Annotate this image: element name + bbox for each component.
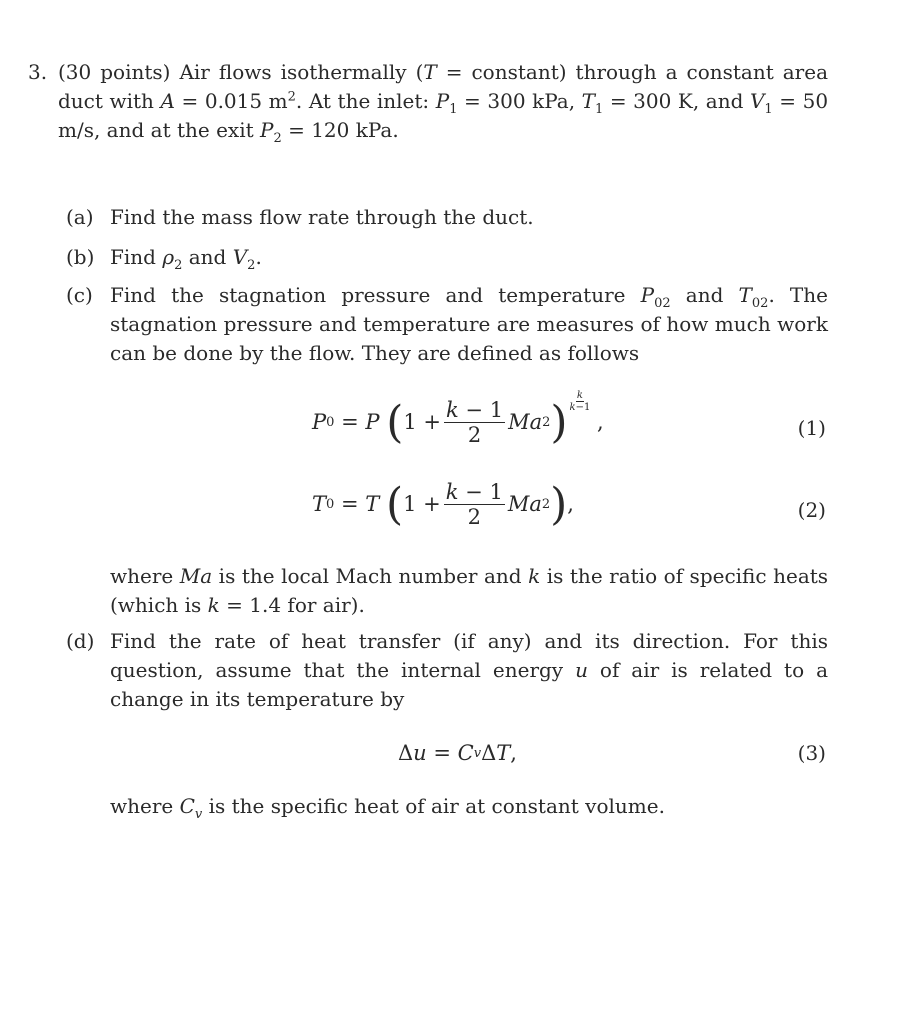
part-c [66,281,828,368]
part-a [66,203,828,232]
part-d-label: (d) [66,629,95,653]
equation-3: Δ u = C v Δ T , [398,741,517,765]
part-d [66,627,828,714]
part-b [66,243,828,272]
part-d-text: Find the rate of heat transfer (if any) and its direction. For this question, assume that the internal energy u of air is related to a change in its temperature by [110,629,829,711]
part-a-text: Find the mass flow rate through the duct. [110,205,534,229]
part-b-text: Find $\rho_2$ and $V_2$. [110,245,262,273]
equation-1: P 0 = P ( 1 + $\frac{k - 1}{2}$ Ma 2 ) k k−1 , [312,390,604,448]
equation-2-number: (2) [797,498,826,522]
part-b-label: (b) [66,245,95,269]
part-c-label: (c) [66,283,93,307]
problem-text: (30 points) Air flows isothermally (T = constant) through a constant area duct with A = 0.015 $m^2$. At the inlet: $P_1 = 300$ kPa, $T_1 = 300$ K, and $V_1 = 50$ m/s, and at the exit $P_2 = 120$ kPa. [58,60,829,146]
part-d-followup-text: where $C_v$ is the specific heat of air at constant volume. [110,794,665,822]
problem-number: 3. [28,60,48,84]
equation-3-number: (3) [797,741,826,765]
problem-statement [28,58,828,145]
part-c-followup-text: where Ma is the local Mach number and k is the ratio of specific heats (which is k = 1.4 for air). [110,564,829,617]
part-a-label: (a) [66,205,94,229]
problem-points: (30 points) [58,60,171,84]
part-c-text: Find the stagnation pressure and temperature $P_{02}$ and $T_{02}$. The stagnation pressure and temperature are measures of how much work can be done by the flow. They are defined as follows [110,283,828,365]
equation-2: T 0 = T ( 1 + $\frac{k - 1}{2}$ Ma 2 ) , [312,478,574,530]
equation-1-number: (1) [797,416,826,440]
